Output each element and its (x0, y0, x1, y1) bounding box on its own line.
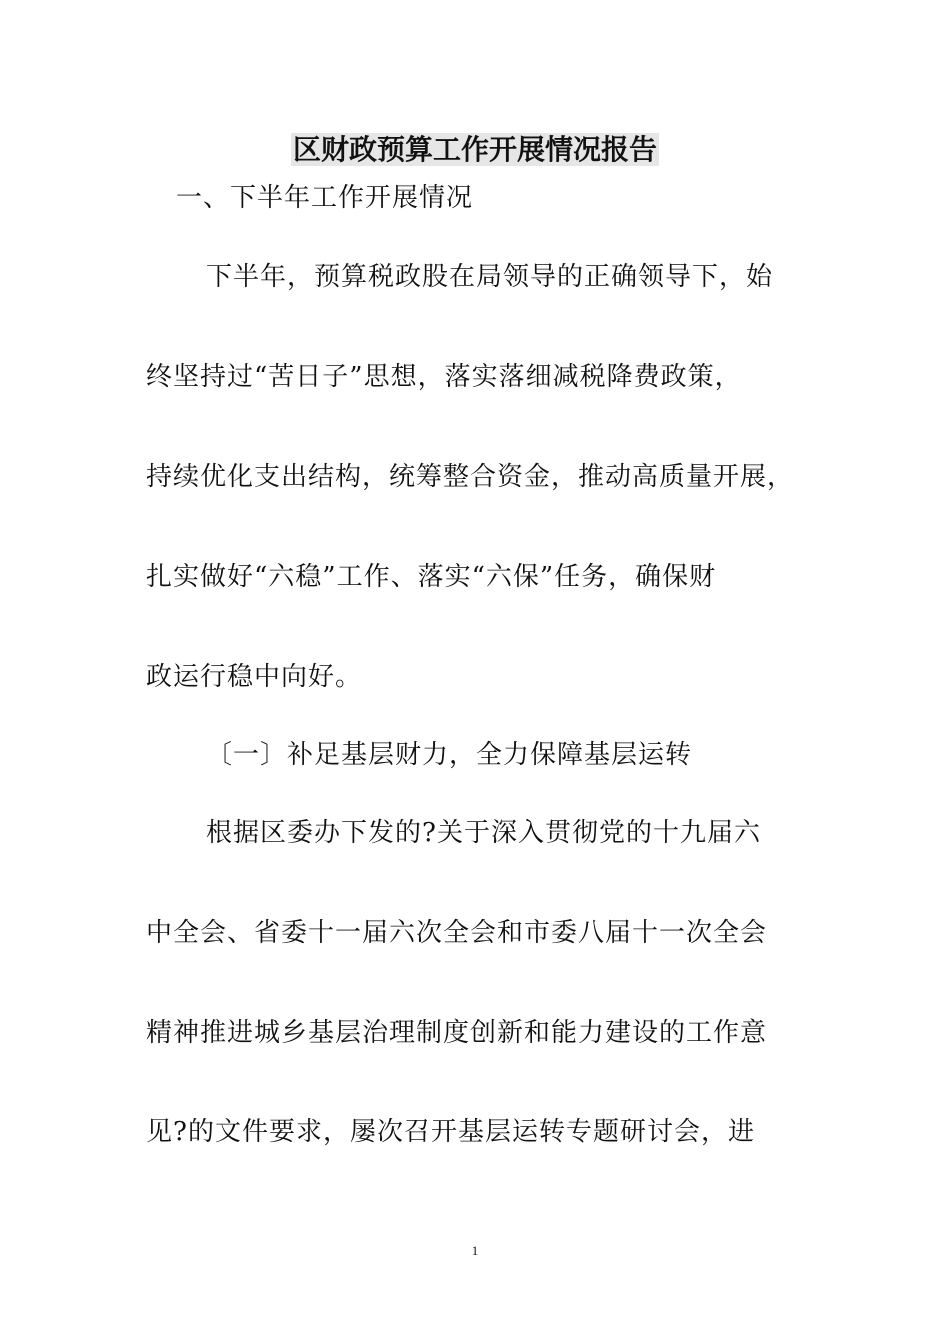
document-title (0, 130, 950, 170)
paragraph-line: 下半年，预算税政股在局领导的正确领导下，始 (206, 262, 774, 292)
paragraph-line: 扎实做好“六稳”工作、落实“六保”任务，确保财 (146, 562, 717, 592)
document-title-text: 区财政预算工作开展情况报告 (292, 133, 657, 166)
paragraph-line: 见?的文件要求，屡次召开基层运转专题研讨会，进 (146, 1117, 755, 1147)
section-heading: 一、下半年工作开展情况 (176, 183, 474, 213)
paragraph-line: 根据区委办下发的?关于深入贯彻党的十九届六 (206, 818, 761, 848)
paragraph-line: 精神推进城乡基层治理制度创新和能力建设的工作意 (146, 1018, 768, 1048)
paragraph-line: 中全会、省委十一届六次全会和市委八届十一次全会 (146, 918, 768, 948)
subsection-heading: 〔一〕补足基层财力，全力保障基层运转 (206, 740, 693, 770)
paragraph-line: 终坚持过“苦日子”思想，落实落细减税降费政策， (146, 362, 742, 392)
page-number: 1 (471, 1243, 479, 1258)
paragraph-line: 政运行稳中向好。 (146, 662, 363, 692)
paragraph-line: 持续优化支出结构，统筹整合资金，推动高质量开展， (146, 462, 795, 492)
